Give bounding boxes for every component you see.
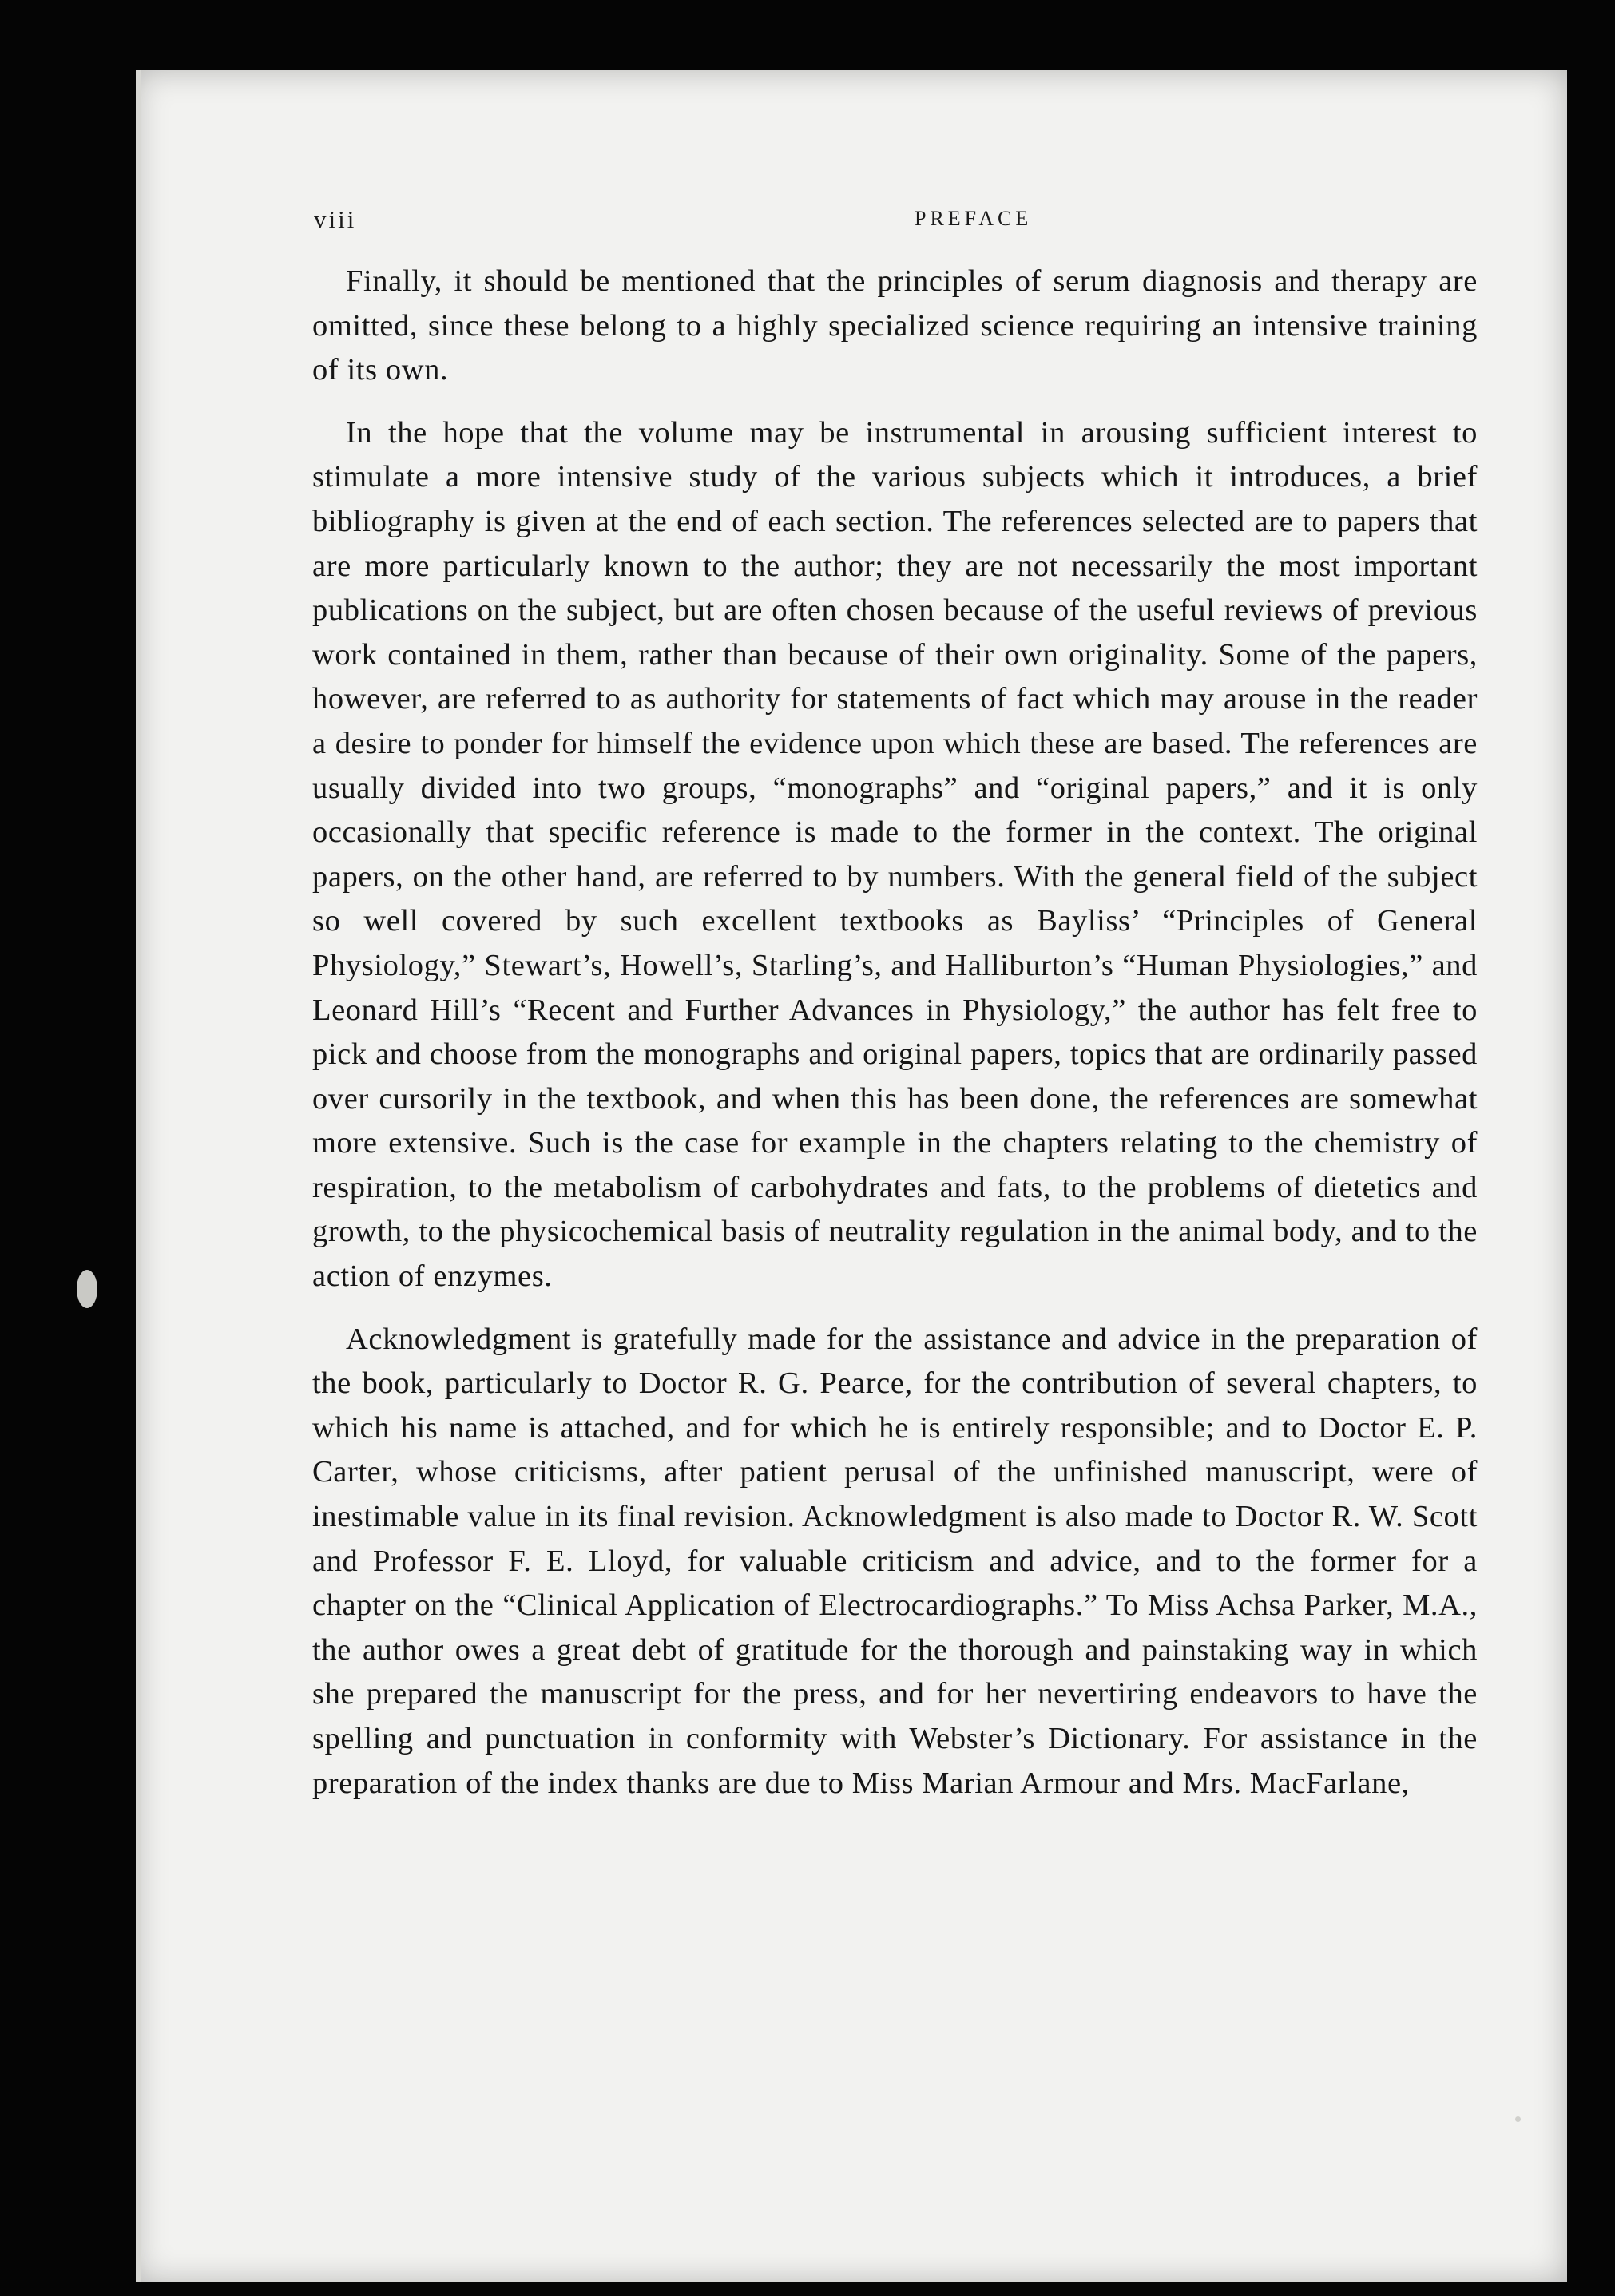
margin-mark [77, 1270, 97, 1308]
running-title: PREFACE [915, 207, 1033, 230]
paragraph-acknowledgment: Acknowledgment is gratefully made for the assistance and advice in the preparation of the book, particularly to Doctor R. G. Pearce, for the contribution of several chapters, to which his name is attached, and for which he is entirely responsible; and to Doctor E. P. Carter, whose criticisms, after patient perusal of the unfinished manuscript, were of inestimable value in its final revision. Acknowledgment is also made to Doctor R. W. Scott and Professor F. E. Lloyd, for valuable criticism and advice, and to the former for a chapter on the “Clinical Application of Electrocardiographs.” To Miss Achsa Parker, M.A., the author owes a great debt of gratitude for the thorough and painstaking way in which she prepared the manuscript for the press, and for her nevertiring endeavors to have the spelling and punctuation in conformity with Webster’s Dictionary. For assistance in the preparation of the index thanks are due to Miss Marian Armour and Mrs. MacFarlane, [312, 1322, 1478, 1800]
margin-mark [1515, 2116, 1521, 2122]
paragraph-omissions: Finally, it should be mentioned that the principles of serum diagnosis and therapy are omitted, since these belong to a highly specialized science requiring an intensive training of its own. [312, 264, 1478, 387]
paragraph-bibliography: In the hope that the volume may be instrumental in arousing sufficient interest to stimulate a more intensive study of the various subjects which it introduces, a brief bibliography is given at the end of each section. The references selected are to papers that are more particularly known to the author; they are not necessarily the most important publications on the subject, but are often chosen because of the useful reviews of previous work contained in them, rather than because of their own originality. Some of the papers, however, are referred to as authority for statements of fact which may arouse in the reader a desire to ponder for himself the evidence upon which these are based. The references are usually divided into two groups, “monographs” and “original papers,” and it is only occasionally that specific reference is made to the former in the context. The original papers, on the other hand, are referred to by numbers. With the general field of the subject so well covered by such excellent textbooks as Bayliss’ “Principles of General Physiology,” Stewart’s, Howell’s, Starling’s, and Halliburton’s “Human Physiologies,” and Leonard Hill’s “Recent and Further Advances in Physiology,” the author has felt free to pick and choose from the monographs and original papers, topics that are ordinarily passed over cursorily in the textbook, and when this has been done, the references are somewhat more extensive. Such is the case for example in the chapters relating to the chemistry of respiration, to the metabolism of carbohydrates and fats, to the problems of dietetics and growth, to the physicochemical basis of neutrality regulation in the animal body, and to the action of enzymes. [312, 415, 1478, 1294]
page-edge [136, 70, 141, 2282]
body-text [312, 260, 1478, 1824]
page-header [314, 205, 1512, 245]
page-number: viii [314, 205, 357, 233]
